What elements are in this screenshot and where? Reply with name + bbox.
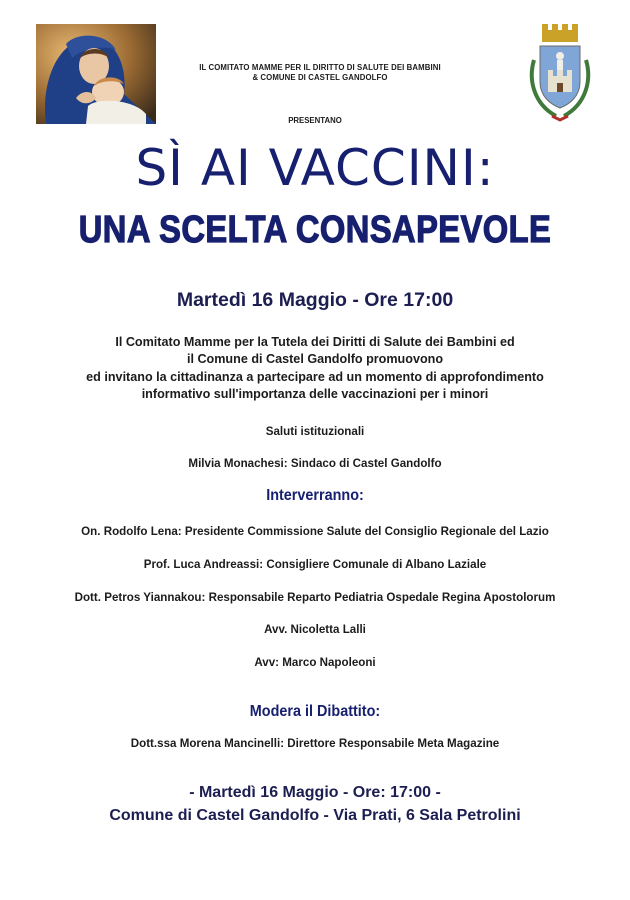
madonna-child-painting bbox=[36, 24, 156, 124]
main-title: SÌ AI VACCINI: bbox=[135, 139, 495, 197]
speaker-item: Dott. Petros Yiannakou: Responsabile Reparto Pediatria Ospedale Regina Apostolorum bbox=[74, 591, 556, 604]
speakers-heading: Interverranno: bbox=[266, 487, 364, 504]
greetings-speaker: Milvia Monachesi: Sindaco di Castel Gandolfo bbox=[188, 457, 442, 470]
coat-of-arms-logo bbox=[524, 20, 596, 124]
organizers bbox=[160, 63, 480, 83]
organizer-line: IL COMITATO MAMME PER IL DIRITTO DI SALUTE DEI BAMBINI bbox=[199, 63, 441, 72]
footer-venue: Comune di Castel Gandolfo - Via Prati, 6 Sala Petrolini bbox=[109, 807, 521, 824]
intro-line: Il Comitato Mamme per la Tutela dei Diritti di Salute dei Bambini ed bbox=[115, 335, 515, 349]
organizer-line: & COMUNE DI CASTEL GANDOLFO bbox=[252, 73, 388, 82]
speaker-item: Avv: Marco Napoleoni bbox=[254, 656, 376, 669]
speaker-item: Avv. Nicoletta Lalli bbox=[264, 623, 366, 636]
speaker-item: On. Rodolfo Lena: Presidente Commissione Salute del Consiglio Regionale del Lazio bbox=[81, 525, 549, 538]
speaker-item: Prof. Luca Andreassi: Consigliere Comunale di Albano Laziale bbox=[143, 558, 487, 571]
moderator-name: Dott.ssa Morena Mancinelli: Direttore Responsabile Meta Magazine bbox=[130, 737, 500, 750]
presents-label: PRESENTANO bbox=[288, 116, 342, 125]
moderator-heading: Modera il Dibattito: bbox=[249, 703, 381, 720]
subtitle: UNA SCELTA CONSAPEVOLE bbox=[78, 209, 552, 251]
event-date: Martedì 16 Maggio - Ore 17:00 bbox=[176, 289, 454, 311]
intro-line: ed invitano la cittadinanza a partecipare ad un momento di approfondimento bbox=[86, 369, 544, 384]
intro-line: informativo sull'importanza delle vaccinazioni per i minori bbox=[141, 387, 489, 402]
footer-date: - Martedì 16 Maggio - Ore: 17:00 - bbox=[189, 784, 441, 801]
greetings-label: Saluti istituzionali bbox=[265, 425, 365, 438]
intro-paragraph bbox=[0, 334, 630, 404]
intro-line: il Comune di Castel Gandolfo promuovono bbox=[186, 352, 444, 367]
